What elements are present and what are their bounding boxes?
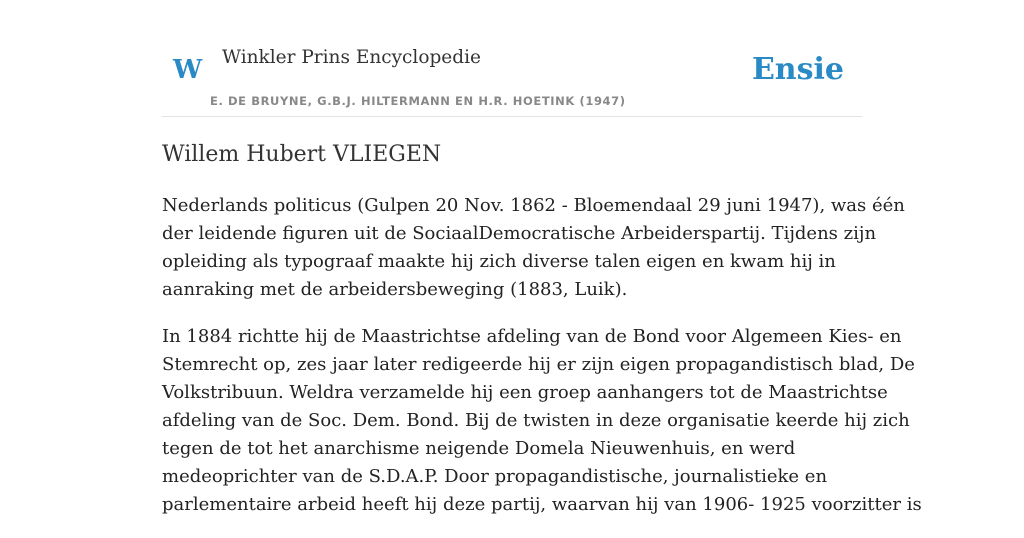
paragraph-line: Nederlands politicus (Gulpen 20 Nov. 1862 - Bloemendaal 29 juni 1947), was één — [162, 195, 905, 216]
paragraph-line: opleiding als typograaf maakte hij zich diverse talen eigen en kwam hij in — [162, 251, 836, 272]
ensie-logo-link[interactable]: Ensie — [751, 52, 844, 87]
paragraph-line: afdeling van de Soc. Dem. Bond. Bij de twisten in deze organisatie keerde hij zich — [162, 410, 910, 431]
paragraph-line: medeoprichter van de S.D.A.P. Door propagandistische, journalistieke en — [162, 466, 828, 487]
paragraph-1 — [162, 192, 905, 304]
source-authors: E. DE BRUYNE, G.B.J. HILTERMANN EN H.R. HOETINK (1947) — [210, 94, 626, 108]
article-body — [162, 192, 922, 538]
source-header — [162, 0, 862, 117]
paragraph-line: parlementaire arbeid heeft hij deze partij, waarvan hij van 1906- 1925 voorzitter is — [162, 494, 922, 515]
source-title[interactable]: Winkler Prins Encyclopedie — [222, 47, 481, 68]
paragraph-line: Stemrecht op, zes jaar later redigeerde hij er zijn eigen propagandistisch blad, De — [162, 354, 915, 375]
paragraph-line: Volkstribuun. Weldra verzamelde hij een groep aanhangers tot de Maastrichtse — [162, 382, 888, 403]
paragraph-line: der leidende figuren uit de SociaalDemocratische Arbeiderspartij. Tijdens zijn — [162, 223, 877, 244]
paragraph-line: In 1884 richtte hij de Maastrichtse afdeling van de Bond voor Algemeen Kies- en — [162, 326, 902, 347]
paragraph-2 — [162, 323, 922, 519]
winkler-prins-logo[interactable]: W — [173, 55, 203, 85]
article-title: Willem Hubert VLIEGEN — [162, 142, 442, 167]
paragraph-line: aanraking met de arbeidersbeweging (1883, Luik). — [162, 279, 628, 300]
paragraph-line: tegen de tot het anarchisme neigende Domela Nieuwenhuis, en werd — [162, 438, 796, 459]
